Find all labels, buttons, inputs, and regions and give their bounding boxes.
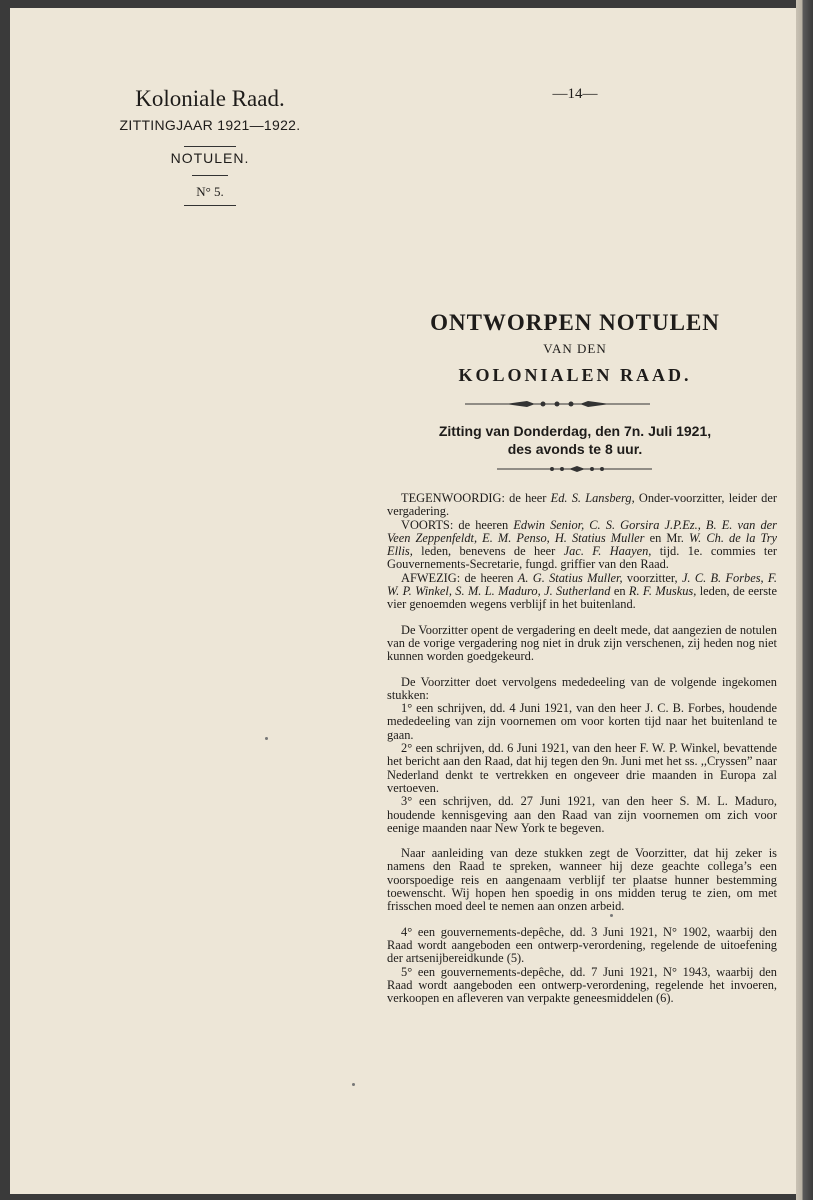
council-title: Koloniale Raad. [135, 86, 285, 111]
meeting-date: Zitting van Donderdag, den 7n. Juli 1921, [438, 423, 712, 439]
incoming-item-1: 1° een schrijven, dd. 4 Juni 1921, van den heer J. C. B. Forbes, houdende mededeeling van zijn voornemen om voor korten tijd naar het buitenland te gaan. [387, 701, 777, 742]
page-edge [796, 0, 813, 1200]
scan-speck [352, 1083, 355, 1086]
incoming-item-5: 5° een gouvernements-depêche, dd. 7 Juni 1921, N° 1943, waarbij den Raad wordt aangeboden een ontwerp-verordening, regelende het invoeren, verkoopen en afleveren van verpakte geneesmiddelen (6). [387, 964, 777, 1006]
incoming-item-2: 2° een schrijven, dd. 6 Juni 1921, van den heer F. W. P. Winkel, bevattende het bericht aan den Raad, dat hij tegen den 9n. Juni met het ss. ,,Cryssen” naar Nederland denkt te vertrekken en ongeveer drie maanden in Europa zal vertoeven. [387, 741, 777, 795]
ornament-divider-1 [465, 398, 650, 410]
title-subline: VAN DEN [543, 341, 607, 356]
paragraph-opening: De Voorzitter opent de vergadering en deelt mede, dat aangezien de notulen van de vorige vergadering nog niet in druk zijn verschenen, zij heden nog niet kunnen worden goedgekeurd. [387, 622, 777, 664]
session-year: ZITTINGJAAR 1921—1922. [119, 117, 301, 133]
page-number: —14— [552, 86, 598, 102]
attendance-further: VOORTS: de heeren Edwin Senior, C. S. Gorsira J.P.Ez., B. E. van der Veen Zeppenfeldt, E. M. Penso, H. Statius Muller en Mr. W. Ch. de la Try Ellis, leden, benevens de heer Jac. F. Haayen, tijd. 1e. commies ter Gouvernements-Secretarie, fungd. griffier van den Raad. [387, 517, 778, 572]
ornament-divider-2 [497, 463, 652, 475]
scan-speck [265, 737, 268, 740]
document-title: ONTWORPEN NOTULEN [430, 310, 720, 335]
meeting-heading [400, 422, 750, 458]
paragraph-incoming: De Voorzitter doet vervolgens mededeeling van de volgende ingekomen stukken: [387, 674, 777, 702]
section-label: NOTULEN. [170, 150, 250, 166]
header-divider-3 [184, 205, 236, 206]
minutes-body [387, 492, 777, 1005]
incoming-item-3: 3° een schrijven, dd. 27 Juni 1921, van den heer S. M. L. Maduro, houdende kennisgeving aan den Raad van zijn voornemen om zich voor eenige maanden naar New York te begeven. [387, 794, 777, 835]
meeting-time: des avonds te 8 uur. [507, 441, 643, 457]
document-number: N° 5. [196, 184, 224, 199]
attendance-absent: AFWEZIG: de heeren A. G. Statius Muller, voorzitter, J. C. B. Forbes, F. W. P. Winkel, S. M. L. Maduro, J. Sutherland en R. F. Muskus, leden, de eerste vier genoemden wegens verblijf in het buitenland. [387, 570, 778, 612]
header-divider-2 [192, 175, 228, 176]
header-divider-1 [184, 146, 236, 147]
scan-speck [610, 914, 613, 917]
incoming-item-4: 4° een gouvernements-depêche, dd. 3 Juni 1921, N° 1902, waarbij den Raad wordt aangeboden een ontwerp-verordening, regelende de uitoefening der artsenijbereidkunde (5). [387, 924, 777, 966]
paragraph-wishes: Naar aanleiding van deze stukken zegt de Voorzitter, dat hij zeker is namens den Raad te spreken, wanneer hij deze geachte collega’s een voorspoedige reis en aangenaam verblijf ter plaatse hunner bestemming toewenscht. Wij hopen hen spoedig in ons midden terug te zien, om met frisschen moed deel te nemen aan onzen arbeid. [387, 846, 777, 914]
attendance-present: TEGENWOORDIG: de heer Ed. S. Lansberg, Onder-voorzitter, leider der vergadering. [387, 491, 777, 519]
council-name: KOLONIALEN RAAD. [458, 365, 692, 385]
